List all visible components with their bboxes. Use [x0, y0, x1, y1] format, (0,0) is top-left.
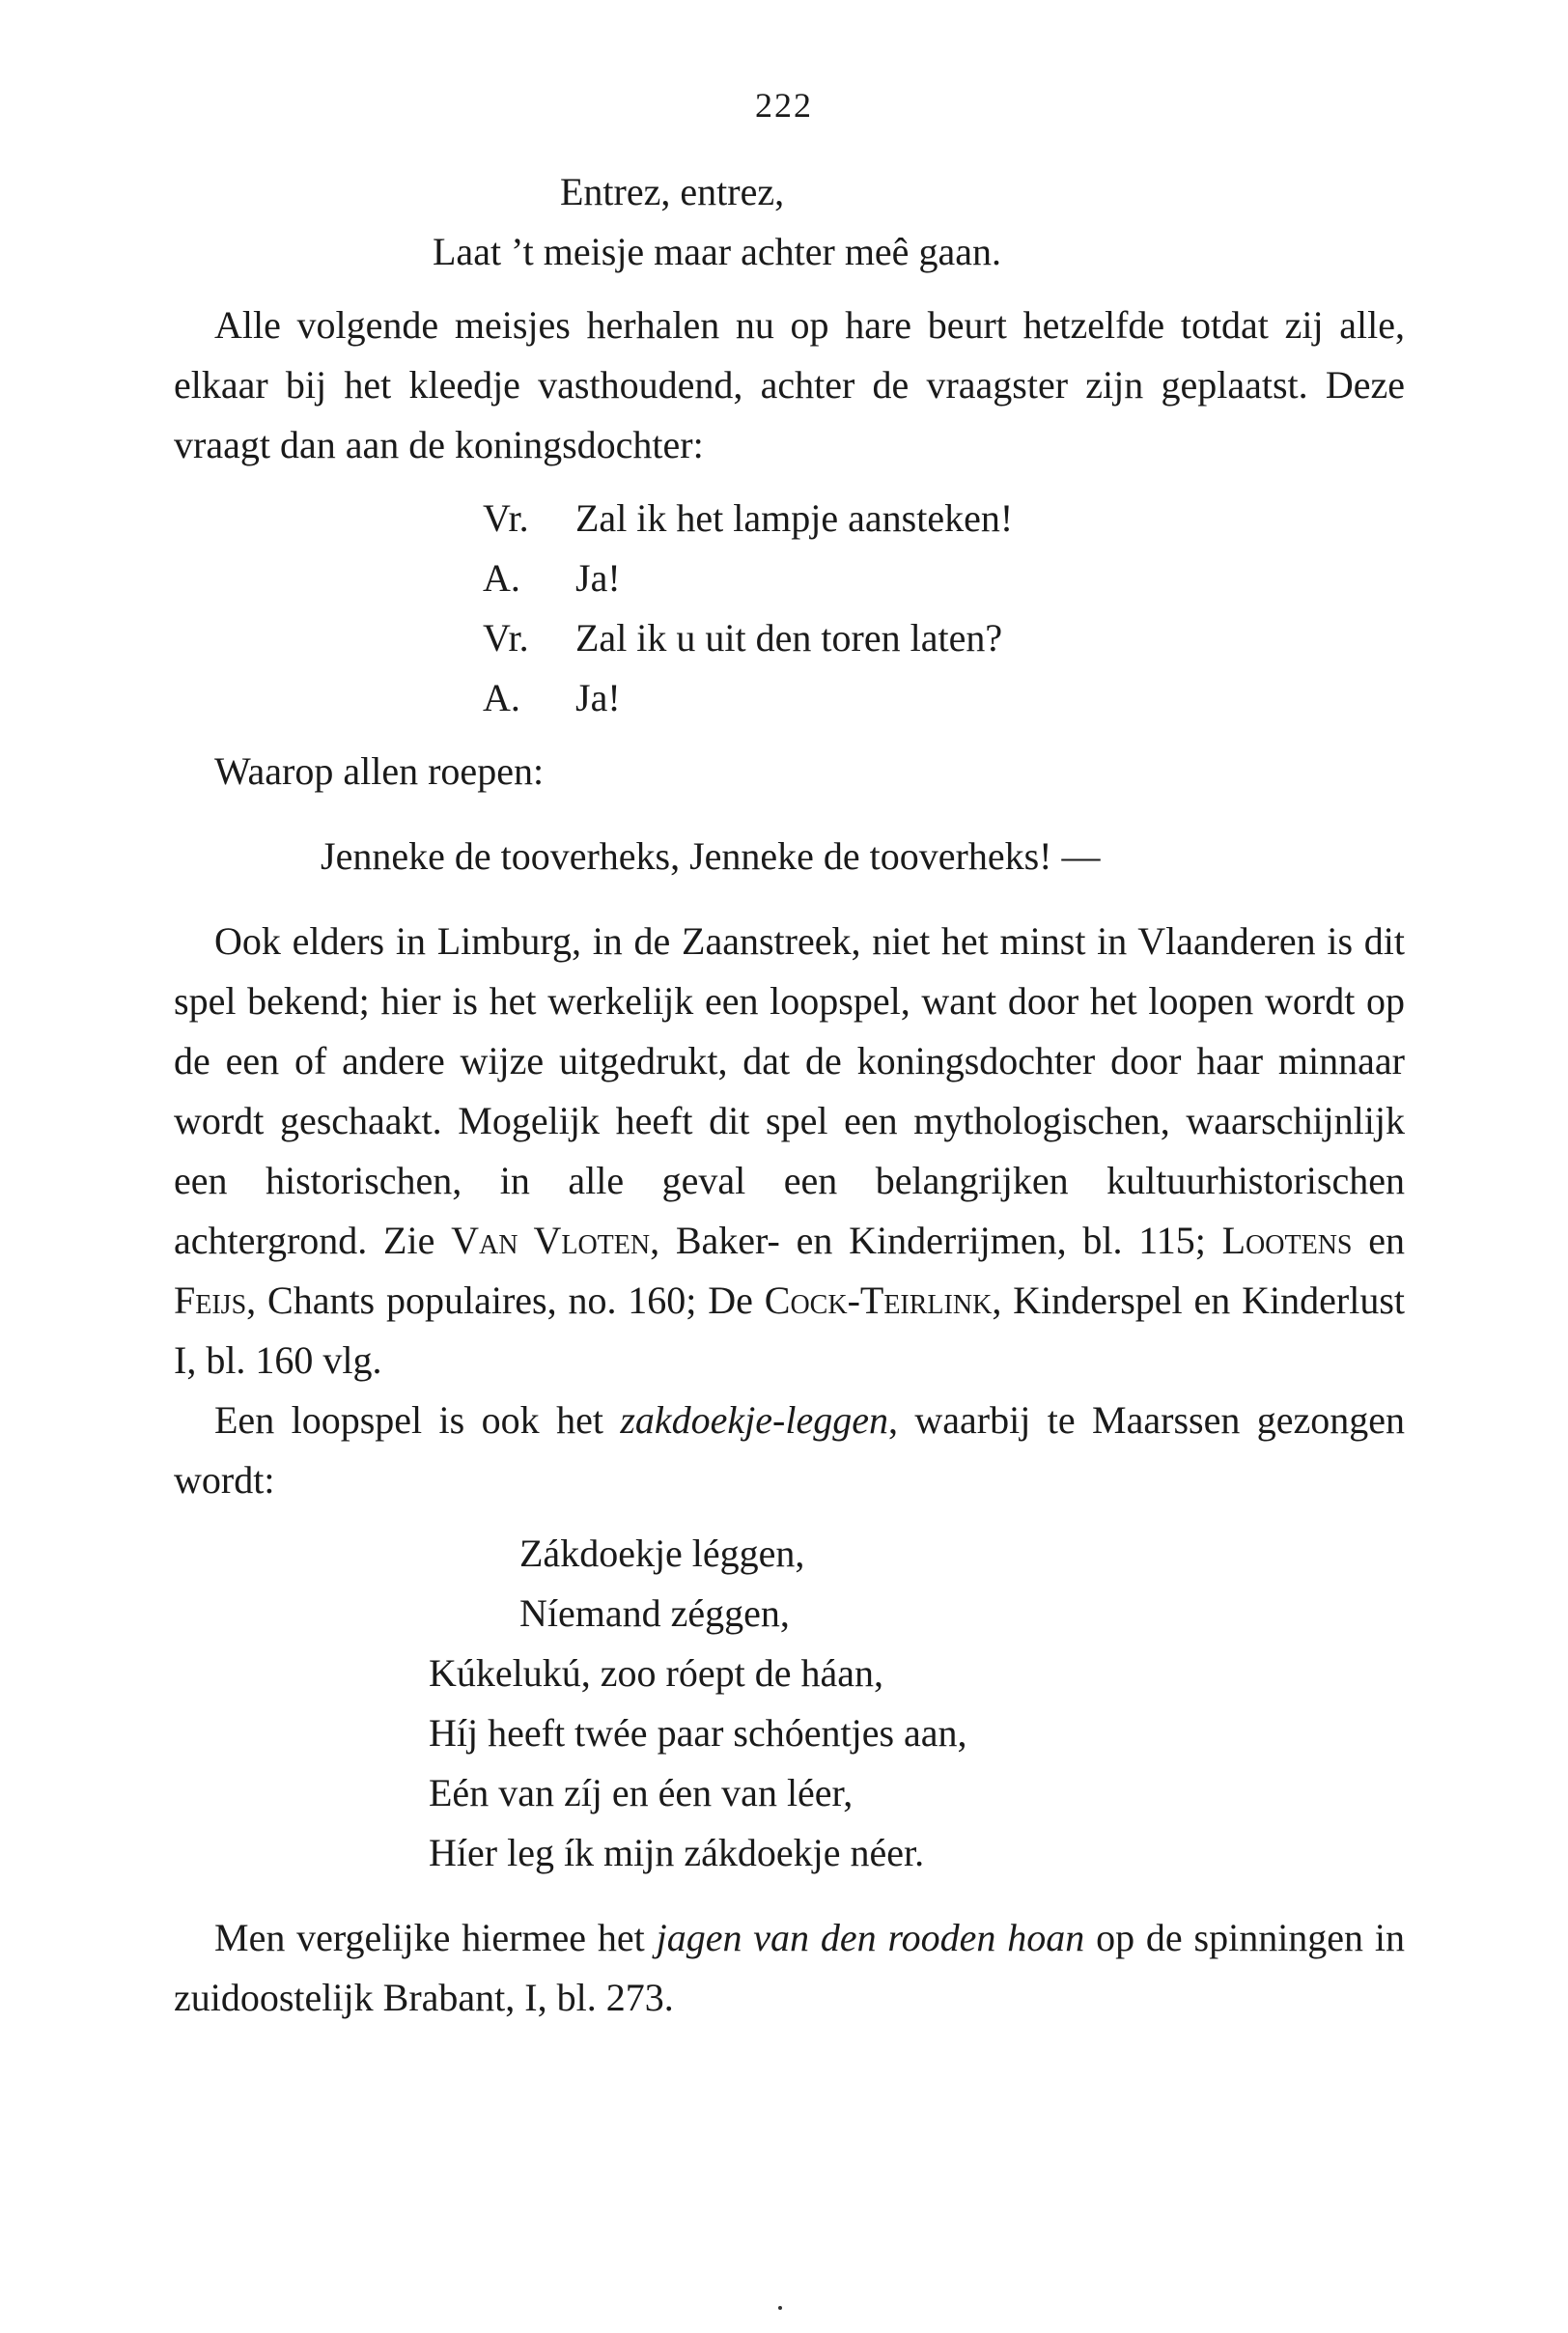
dialogue-text: Zal ik het lampje aansteken! — [575, 496, 1014, 540]
dialogue-text: Ja! — [575, 676, 621, 719]
speaker: A. — [483, 676, 520, 719]
dialogue-text: Ja! — [575, 556, 621, 600]
emphasis: jagen van den rooden hoan — [656, 1916, 1085, 1959]
speaker: A. — [483, 556, 520, 600]
speaker: Vr. — [483, 496, 529, 540]
song — [174, 1524, 1405, 1883]
paragraph: Waarop allen roepen: — [214, 749, 545, 793]
song-line: Kúkelukú, zoo róept de háan, — [429, 1651, 883, 1695]
emphasis: zakdoekje-leggen — [620, 1398, 888, 1442]
page-number: 222 — [755, 86, 813, 125]
dialogue-line — [483, 489, 1405, 548]
call-line: Jenneke de tooverheks, Jenneke de tooverheks! — — [321, 834, 1101, 878]
song-line: Híer leg ík mijn zákdoekje néer. — [429, 1831, 925, 1874]
dialogue-line — [483, 668, 1405, 728]
paragraph: Alle volgende meisjes herhalen nu op hare beurt hetzelfde totdat zij alle, elkaar bij het kleedje vasthoudend, achter de vraagster zijn geplaatst. Deze vraagt dan aan de koningsdochter: — [174, 303, 1405, 466]
song-line: Níemand zéggen, — [519, 1591, 790, 1635]
verse-line: Laat ’t meisje maar achter meê gaan. — [433, 230, 1001, 273]
song-line: Híj heeft twée paar schóentjes aan, — [429, 1711, 967, 1755]
print-speck — [778, 2306, 782, 2310]
dialogue-line — [483, 608, 1405, 668]
paragraph: Een loopspel is ook het zakdoekje-leggen, waarbij te Maarssen gezongen wordt: — [174, 1398, 1406, 1502]
dialogue — [174, 489, 1405, 728]
speaker: Vr. — [483, 616, 529, 660]
verse-line: Entrez, entrez, — [560, 170, 785, 213]
dialogue-text: Zal ik u uit den toren laten? — [575, 616, 1003, 660]
dialogue-line — [483, 548, 1405, 608]
song-line: Eén van zíj en éen van léer, — [429, 1771, 854, 1814]
song-line: Zákdoekje léggen, — [519, 1532, 805, 1575]
page-body — [174, 162, 1405, 2028]
paragraph: Ook elders in Limburg, in de Zaanstreek, niet het minst in Vlaanderen is dit spel bekend; hier is het werkelijk een loopspel, want door het loopen wordt op de een of andere wijze uitgedrukt, dat de koningsdochter door haar minnaar wordt geschaakt. Mogelijk heeft dit spel een mythologischen, waarschijnlijk een historischen, in alle geval een belangrijken kultuurhistorischen achtergrond. Zie Van Vloten, Baker- en Kinderrijmen, bl. 115; Lootens en Feijs, Chants populaires, no. 160; De Cock-Teirlink, Kinderspel en Kinderlust I, bl. 160 vlg. — [174, 919, 1405, 1382]
paragraph: Men vergelijke hiermee het jagen van den rooden hoan op de spinningen in zuidoostelijk Brabant, I, bl. 273. — [174, 1916, 1406, 2019]
